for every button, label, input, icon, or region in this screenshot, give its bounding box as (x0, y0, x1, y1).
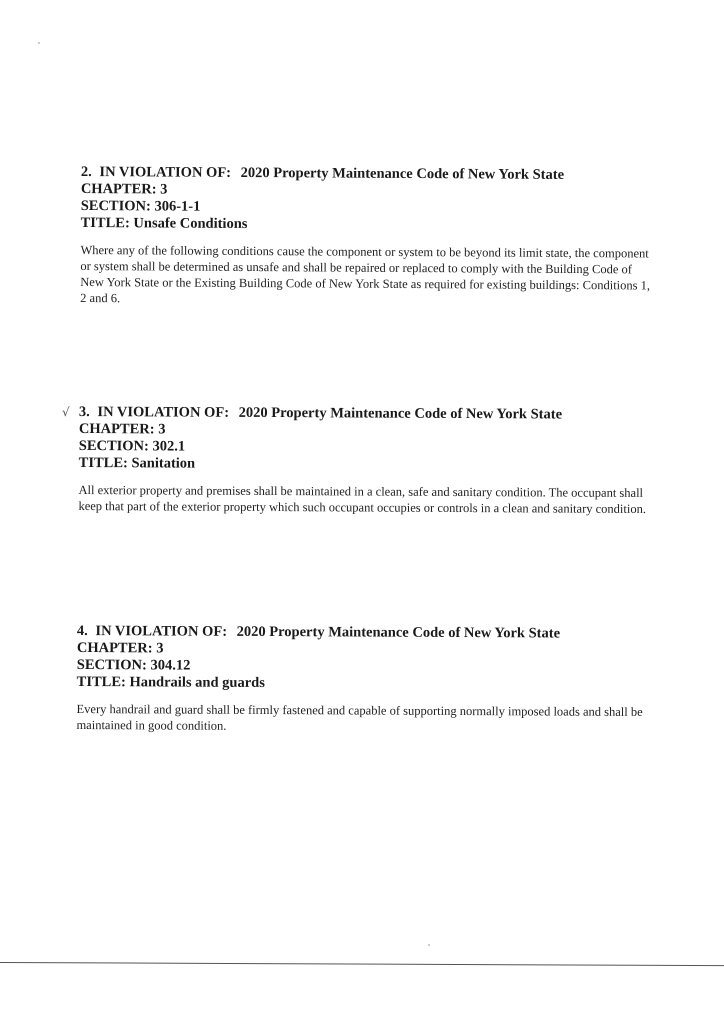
scan-speck (428, 944, 430, 946)
violation-description: Where any of the following conditions cause the component or system to be beyond its limit state, the component or system shall be determined as unsafe and shall be repaired or replaced to comply with the Building Code of New York State or the Existing Building Code of New York State as required for existing buildings: Conditions 1, 2 and 6. (80, 242, 651, 306)
title-line (79, 455, 659, 475)
section-label: SECTION: (80, 197, 151, 215)
title-value: Handrails and guards (129, 674, 265, 691)
chapter-value: 3 (158, 421, 166, 438)
title-label: TITLE: (76, 673, 126, 691)
violation-item-3 (78, 404, 659, 517)
violation-item-4 (76, 623, 657, 736)
section-value: 302.1 (152, 438, 186, 455)
scan-speck (38, 42, 40, 44)
violation-label: IN VIOLATION OF: (99, 164, 232, 181)
violation-item-2 (80, 164, 661, 310)
chapter-label: CHAPTER: (78, 420, 155, 438)
chapter-label: CHAPTER: (76, 639, 153, 657)
chapter-value: 3 (156, 640, 164, 657)
section-label: SECTION: (78, 437, 149, 455)
title-label: TITLE: (80, 214, 130, 232)
violation-heading (81, 164, 661, 185)
violation-label: IN VIOLATION OF: (97, 404, 230, 421)
check-mark-icon: √ (62, 405, 70, 419)
violation-description: All exterior property and premises shall be maintained in a clean, safe and sanitary condition. The occupant shall keep that part of the exterior property which such occupant occupies or controls in a clean and sanitary condition. (78, 482, 647, 516)
chapter-value: 3 (160, 181, 168, 198)
title-label: TITLE: (78, 454, 128, 472)
title-line (77, 674, 657, 694)
violation-heading (77, 623, 657, 643)
title-line (81, 215, 661, 236)
page-bottom-rule (0, 962, 724, 966)
section-label: SECTION: (76, 656, 147, 674)
title-value: Unsafe Conditions (133, 215, 248, 233)
section-value: 306-1-1 (154, 198, 201, 215)
violation-heading (79, 404, 659, 424)
violation-code: 2020 Property Maintenance Code of New York State (236, 623, 561, 642)
violation-number: 2. (80, 164, 92, 181)
chapter-label: CHAPTER: (80, 180, 157, 198)
violation-number: 4. (76, 623, 88, 640)
title-value: Sanitation (131, 455, 196, 472)
violation-number: 3. (78, 404, 90, 421)
violation-code: 2020 Property Maintenance Code of New York State (240, 164, 565, 183)
violation-description: Every handrail and guard shall be firmly fastened and capable of supporting normally imposed loads and shall be maintained in good condition. (76, 701, 643, 733)
violation-label: IN VIOLATION OF: (95, 623, 228, 640)
violation-code: 2020 Property Maintenance Code of New York State (238, 404, 563, 423)
section-value: 304.12 (150, 657, 191, 674)
